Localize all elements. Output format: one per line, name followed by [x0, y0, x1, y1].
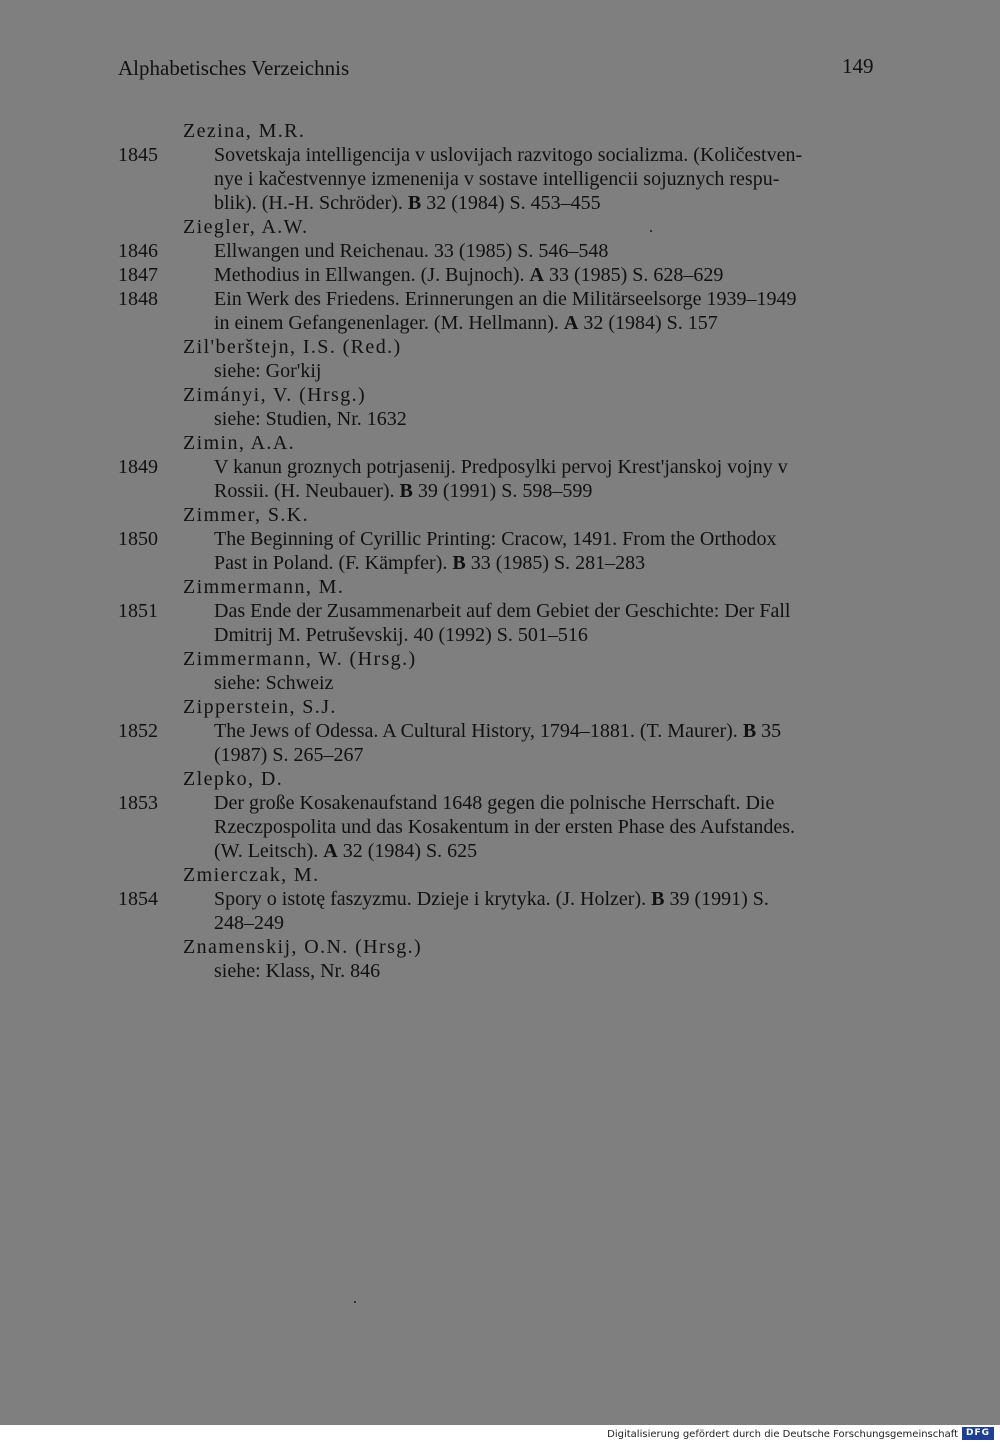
- entry-number: 1853: [118, 792, 158, 814]
- review-section-marker: B: [407, 192, 422, 214]
- entry-title: Das Ende der Zusammenarbeit auf dem Gebiet der Geschichte: Der Fall Dmitrij M. Petruševskij. 40 (1992) S. 501–516: [214, 600, 791, 646]
- cross-reference: siehe: Klass, Nr. 846: [214, 960, 381, 982]
- author-heading: Zlepko, D.: [183, 768, 284, 790]
- entry-citation: 32 (1984) S. 157: [578, 312, 718, 334]
- entry-number: 1846: [118, 240, 158, 262]
- entry-number: 1850: [118, 528, 158, 550]
- entry-text: [214, 143, 878, 215]
- index-entry: [118, 455, 878, 503]
- author-heading: Zimmermann, M.: [183, 576, 345, 598]
- index-entry: [118, 287, 878, 335]
- author-heading: Zimin, A.A.: [183, 432, 296, 454]
- index-entries: [118, 119, 878, 983]
- entry-number: 1845: [118, 144, 158, 166]
- index-entry: [118, 527, 878, 575]
- page-number: 149: [842, 54, 874, 78]
- index-entry: [118, 887, 878, 935]
- entry-title: Ein Werk des Friedens. Erinnerungen an die Militärseelsorge 1939–1949 in einem Gefangenenlager. (M. Hellmann).: [214, 288, 797, 334]
- entry-citation: 39 (1991) S. 248–249: [214, 888, 769, 934]
- review-section-marker: B: [452, 552, 466, 574]
- entry-citation: 33 (1985) S. 628–629: [543, 264, 724, 286]
- index-entry: [118, 719, 878, 767]
- review-section-marker: A: [563, 312, 579, 334]
- author-heading: Zimányi, V. (Hrsg.): [183, 384, 367, 406]
- entry-number: 1847: [118, 264, 158, 286]
- review-section-marker: A: [323, 840, 338, 862]
- entry-number: 1854: [118, 888, 158, 910]
- entry-text: [214, 239, 878, 263]
- entry-citation: 33 (1985) S. 281–283: [465, 552, 646, 574]
- index-entry: [118, 143, 878, 215]
- entry-number: 1848: [118, 288, 158, 310]
- author-heading: Zimmer, S.K.: [183, 504, 309, 526]
- review-section-marker: B: [742, 720, 757, 742]
- entry-text: [214, 287, 878, 335]
- index-entry: [118, 239, 878, 263]
- author-heading: Zimmermann, W. (Hrsg.): [183, 648, 417, 670]
- index-entry: [118, 263, 878, 287]
- review-section-marker: B: [399, 480, 413, 502]
- cross-reference: siehe: Gor'kij: [214, 360, 322, 382]
- review-section-marker: B: [651, 888, 665, 910]
- entry-citation: 32 (1984) S. 453–455: [421, 192, 601, 214]
- entry-text: [214, 599, 878, 647]
- entry-text: [214, 455, 878, 503]
- cross-reference: siehe: Studien, Nr. 1632: [214, 408, 407, 430]
- entry-number: 1849: [118, 456, 158, 478]
- entry-title: V kanun groznych potrjasenij. Predposylki pervoj Krest'janskoj vojny v Rossii. (H. Neubauer).: [214, 456, 788, 502]
- author-heading: Ziegler, A.W.: [183, 216, 309, 238]
- entry-title: The Jews of Odessa. A Cultural History, 1794–1881. (T. Maurer).: [214, 720, 743, 742]
- footer-credit: Digitalisierung gefördert durch die Deutsche Forschungsgemeinschaft: [607, 1429, 958, 1440]
- dfg-logo: DFG: [962, 1427, 994, 1440]
- entry-number: 1851: [118, 600, 158, 622]
- entry-title: The Beginning of Cyrillic Printing: Cracow, 1491. From the Orthodox Past in Poland. (F. Kämpfer).: [214, 528, 777, 574]
- entry-title: Methodius in Ellwangen. (J. Bujnoch).: [214, 264, 530, 286]
- entry-number: 1852: [118, 720, 158, 742]
- entry-citation: 32 (1984) S. 625: [337, 840, 478, 862]
- entry-title: Spory o istotę faszyzmu. Dzieje i krytyka. (J. Holzer).: [214, 888, 652, 910]
- entry-citation: 35 (1987) S. 265–267: [214, 720, 782, 766]
- entry-title: Ellwangen und Reichenau. 33 (1985) S. 546–548: [214, 240, 609, 262]
- running-head: Alphabetisches Verzeichnis: [118, 56, 350, 80]
- index-entry: [118, 791, 878, 863]
- entry-citation: 39 (1991) S. 598–599: [412, 480, 593, 502]
- index-entry: [118, 599, 878, 647]
- author-heading: Znamenskij, O.N. (Hrsg.): [183, 936, 423, 958]
- cross-reference: siehe: Schweiz: [214, 672, 334, 694]
- entry-text: [214, 791, 878, 863]
- stray-dot: [650, 230, 652, 232]
- review-section-marker: A: [529, 264, 544, 286]
- entry-text: [214, 887, 878, 935]
- author-heading: Zezina, M.R.: [183, 120, 306, 142]
- entry-title: Der große Kosakenaufstand 1648 gegen die polnische Herrschaft. Die Rzeczpospolita und das Kosakentum in der ersten Phase des Aufstandes. (W. Leitsch).: [214, 792, 795, 862]
- author-heading: Zipperstein, S.J.: [183, 696, 337, 718]
- stray-dot: [354, 1301, 356, 1303]
- author-heading: Zil'berštejn, I.S. (Red.): [183, 336, 402, 358]
- entry-title: Sovetskaja intelligencija v uslovijach razvitogo socializma. (Količestven- nye i kačestvennye izmenenija v sostave intelligencii sojuznych respu- blik). (H.-H. Schröder).: [214, 144, 803, 214]
- entry-text: [214, 719, 878, 767]
- entry-text: [214, 527, 878, 575]
- entry-text: [214, 263, 878, 287]
- author-heading: Zmierczak, M.: [183, 864, 320, 886]
